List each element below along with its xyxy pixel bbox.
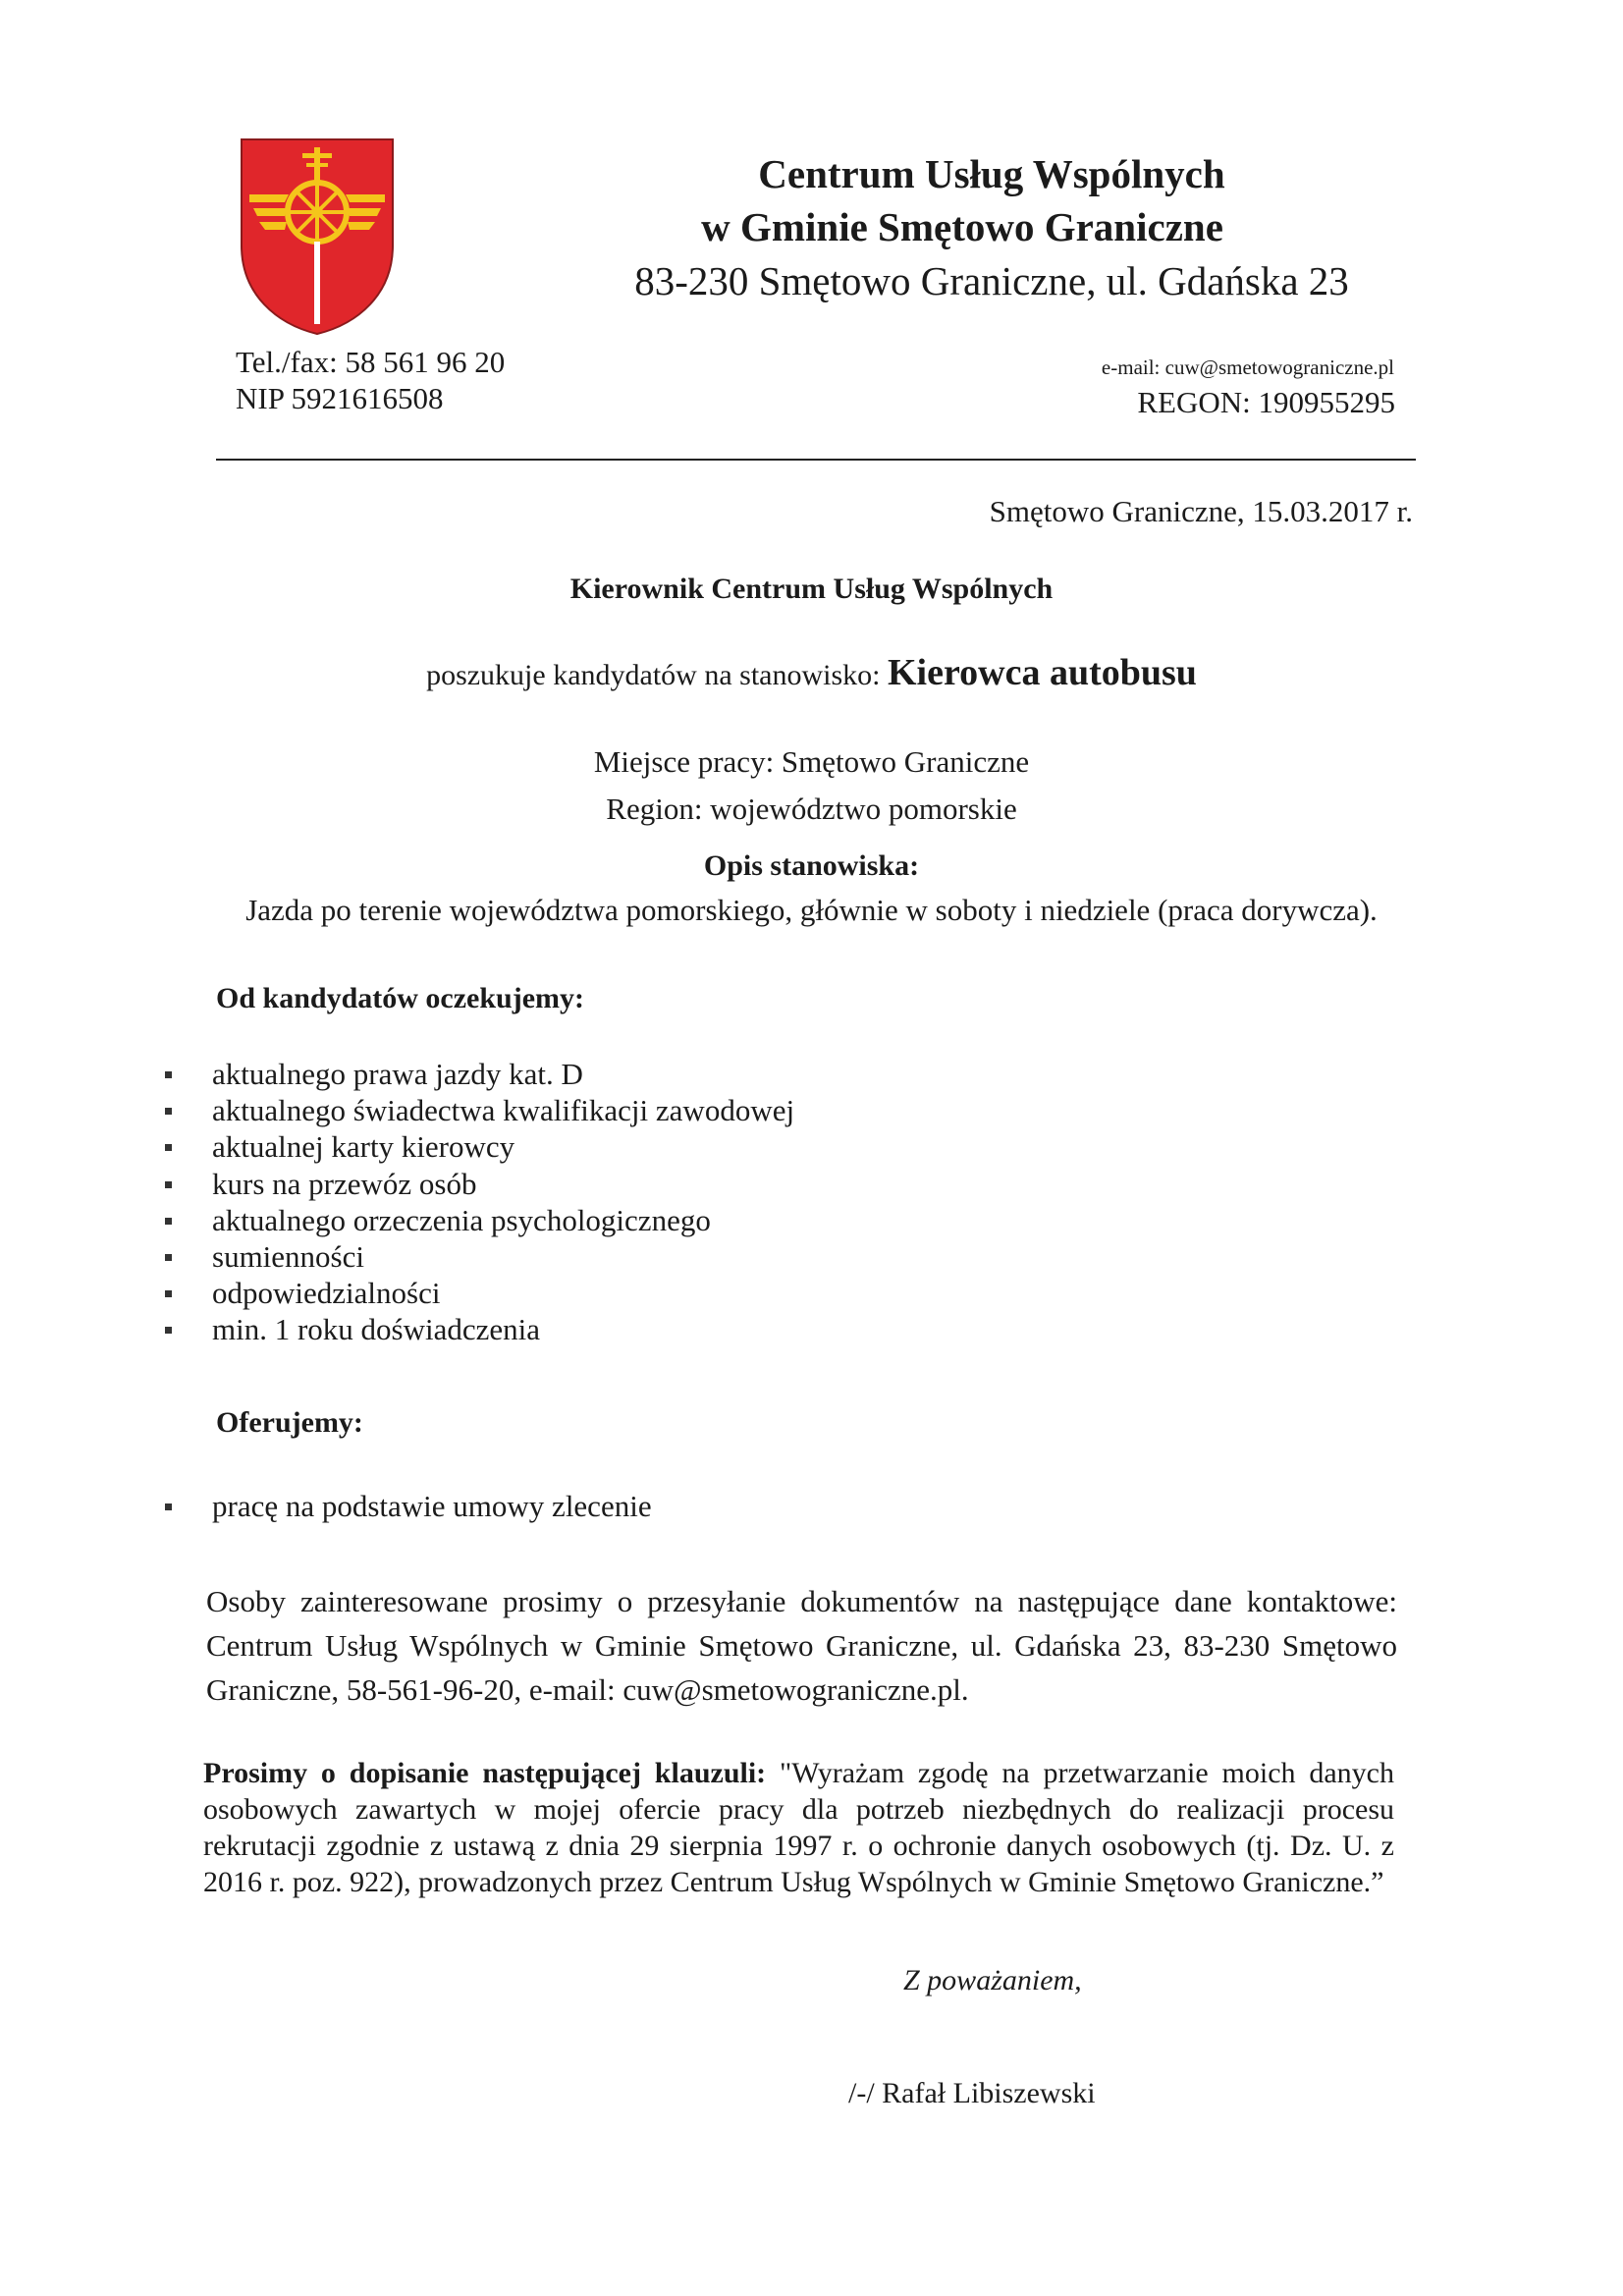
list-item: aktualnego prawa jazdy kat. D <box>165 1056 1147 1092</box>
header-divider <box>216 459 1416 461</box>
bullet-icon <box>165 1144 172 1151</box>
date-line: Smętowo Graniczne, 15.03.2017 r. <box>989 494 1413 528</box>
list-item: aktualnego orzeczenia psychologicznego <box>165 1202 1147 1238</box>
requirements-list <box>165 1056 1147 1348</box>
bullet-icon <box>165 1290 172 1297</box>
org-address: 83-230 Smętowo Graniczne, ul. Gdańska 23 <box>634 258 1349 303</box>
email: e-mail: cuw@smetowograniczne.pl <box>1101 355 1394 379</box>
signature: /-/ Rafał Libiszewski <box>848 2077 1096 2109</box>
clause-text: "Wyrażam zgodę na przetwarzanie moich danych osobowych zawartych w mojej ofercie pracy dla potrzeb niezbędnych do realizacji procesu rekrutacji zgodnie z ustawą z dnia 29 sierpnia 1997 r. o ochronie danych osobowych (tj. Dz. U. z 2016 r. poz. 922), prowadzonych przez Centrum Usług Wspólnych w Gminie Smętowo Graniczne.” <box>203 1757 1394 1898</box>
bullet-icon <box>165 1181 172 1188</box>
description: Jazda po terenie województwa pomorskiego, głównie w soboty i niedziele (praca dorywcza). <box>245 893 1378 927</box>
seeking-text: poszukuje kandydatów na stanowisko: <box>426 659 881 691</box>
bullet-icon <box>165 1254 172 1261</box>
clause-label: Prosimy o dopisanie następującej klauzuli: <box>203 1757 767 1789</box>
bullet-icon <box>165 1071 172 1078</box>
list-item: aktualnej karty kierowcy <box>165 1128 1147 1165</box>
org-name: Centrum Usług Wspólnych <box>758 151 1225 196</box>
bullet-icon <box>165 1108 172 1115</box>
nip: NIP 5921616508 <box>236 381 444 415</box>
regon: REGON: 190955295 <box>1137 385 1395 419</box>
org-name-line2: w Gminie Smętowo Graniczne <box>701 204 1223 249</box>
bullet-icon <box>165 1218 172 1225</box>
requirements-heading: Od kandydatów oczekujemy: <box>216 982 585 1014</box>
position-title: Kierowca autobusu <box>887 652 1197 693</box>
description-heading: Opis stanowiska: <box>703 849 920 882</box>
list-item: pracę na podstawie umowy zlecenie <box>165 1488 1147 1524</box>
bullet-icon <box>165 1327 172 1334</box>
list-item: aktualnego świadectwa kwalifikacji zawodowej <box>165 1092 1147 1128</box>
list-item: odpowiedzialności <box>165 1275 1147 1311</box>
list-item: kurs na przewóz osób <box>165 1166 1147 1202</box>
tel-fax: Tel./fax: 58 561 96 20 <box>236 345 506 379</box>
consent-clause <box>203 1755 1394 1900</box>
offer-list <box>165 1488 1147 1524</box>
seeking-line <box>0 651 1623 694</box>
region: Region: województwo pomorskie <box>606 792 1017 826</box>
contact-paragraph: Osoby zainteresowane prosimy o przesyłanie dokumentów na następujące dane kontaktowe: Centrum Usług Wspólnych w Gminie Smętowo Graniczne, ul. Gdańska 23, 83-230 Smętowo Graniczne, 58-561-96-20, e-mail: cuw@smetowograniczne.pl. <box>206 1584 1397 1707</box>
sender: Kierownik Centrum Usług Wspólnych <box>569 573 1054 605</box>
list-item: sumienności <box>165 1238 1147 1275</box>
bullet-icon <box>165 1503 172 1510</box>
work-place: Miejsce pracy: Smętowo Graniczne <box>593 744 1030 779</box>
list-item: min. 1 roku doświadczenia <box>165 1311 1147 1347</box>
closing-regards: Z poważaniem, <box>903 1964 1082 1996</box>
offer-heading: Oferujemy: <box>216 1406 363 1439</box>
